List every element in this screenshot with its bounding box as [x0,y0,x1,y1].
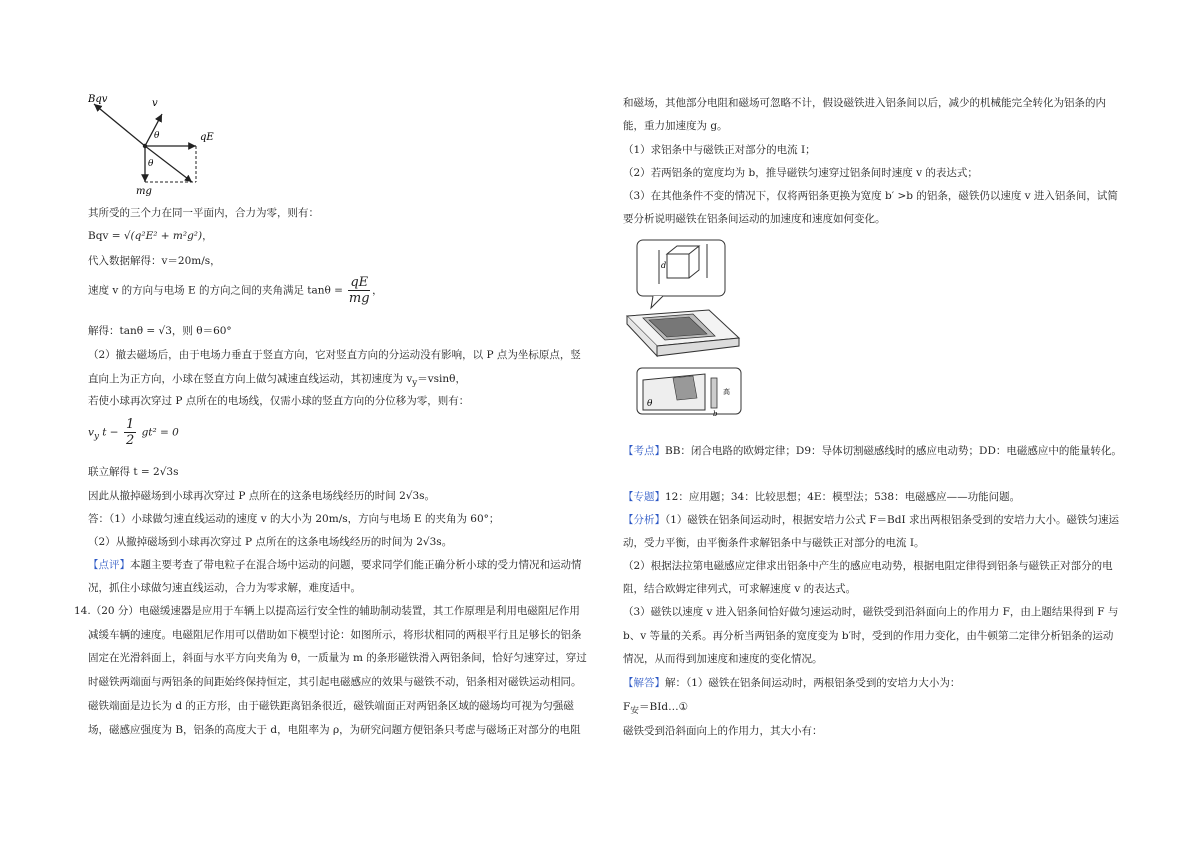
comment-text: 本题主要考查了带电粒子在混合场中运动的问题，要求同学们能正确分析小球的受力情况和运动情 [130,559,582,571]
solution-line [623,678,960,689]
eq-prefix: 速度 v 的方向与电场 E 的方向之间的夹角满足 tanθ = [88,284,343,297]
topic-line [623,492,1020,503]
zhuanti-text: 12：应用题；34：比较思想；4E：模型法；538：电磁感应——功能问题。 [665,491,1021,503]
text-line: 阻，结合欧姆定律列式，可求解速度 v 的表达式。 [623,583,857,595]
question-14-title: 14.（20 分）电磁缓速器是应用于车辆上以提高运行安全性的辅助制动装置，其工作原理是利用电磁阻尼作用 [74,605,580,617]
fraction [124,418,136,447]
text-line: 场，磁感应强度为 B，铝条的高度大于 d，电阻率为 ρ，为研究问题方便铝条只考虑与磁场正对部分的电阻 [88,724,581,736]
text-line: 磁铁受到沿斜面向上的作用力，其大小有： [623,725,823,737]
mg-label: mg [136,186,152,197]
text-line: 磁铁端面是边长为 d 的正方形，由于磁铁距离铝条很近，磁铁端面正对两铝条区域的磁场均可视为匀强磁 [88,700,574,712]
kaodian-tag: 【考点】 [623,445,665,457]
fraction-den: 2 [125,433,135,448]
fraction [348,276,370,305]
equation-displacement [88,418,179,447]
eq-part: v [88,426,94,439]
equation-tan [88,276,383,305]
equation-bqv [88,231,213,242]
text-line: 解得：tanθ = √3，则 θ＝60° [88,325,232,337]
text-line: 情况，从而得到加速度和速度的变化情况。 [623,653,823,665]
b-label: b [713,410,718,418]
question-part-2: （2）若两铝条的宽度均为 b，推导磁铁匀速穿过铝条间时速度 v 的表达式； [623,167,978,179]
eq-part: F [623,701,631,713]
eq-part: gt² = 0 [141,426,179,439]
text-line: 联立解得 t = 2√3s [88,466,179,478]
answer-line: 答：（1）小球做匀速直线运动的速度 v 的大小为 20m/s，方向与电场 E 的夹角为 60°； [88,513,500,525]
text-line: 时磁铁两端面与两铝条的间距始终保持恒定，其引起电磁感应的效果与磁铁不动，铝条相对磁铁运动相同。 [88,676,582,688]
bqv-vector [94,104,145,146]
eq-lhs: Bqv [88,230,109,242]
text-line: （3）磁铁以速度 v 进入铝条间恰好做匀速运动时，磁铁受到沿斜面向上的作用力 F，由上题结果得到 F 与 [623,606,1119,618]
comment-tag: 【点评】 [88,559,130,571]
d-label: d [661,261,667,270]
eq-part: t − [102,426,119,439]
eq-part: ＝BId…① [639,701,689,713]
text-line: （2）根据法拉第电磁感应定律求出铝条中产生的感应电动势，根据电阻定律得到铝条与磁铁正对部分的电 [623,560,1113,572]
analysis-line [623,515,1119,526]
magnet-cube [667,246,699,278]
text-line: b、v 等量的关系。再分析当两铝条的宽度变为 b′时，受到的作用力变化，由牛顿第二定律分析铝条的运动 [623,630,1114,642]
theta-bottom-label: θ [148,159,154,169]
subscript: y [93,431,99,442]
magnet-slope-figure [623,238,748,418]
force-diagram [88,90,238,200]
text-line: 代入数据解得：v＝20m/s， [88,255,221,267]
v-label: v [152,98,158,109]
knowledge-point-line [623,446,1122,457]
text-line: 和磁场，其他部分电阻和磁场可忽略不计，假设磁铁进入铝条间以后，减少的机械能完全转化为铝条的内 [623,97,1106,109]
text-line: 其所受的三个力在同一平面内，合力为零，则有： [88,207,319,219]
fraction-num: qE [350,275,369,290]
fenxi-tag: 【分析】 [623,514,665,526]
subscript: 安 [630,706,640,717]
strip-section [711,378,717,408]
comment-line [88,560,582,571]
question-part-1: （1）求铝条中与磁铁正对部分的电流 I； [623,144,816,156]
eq-suffix: ， [372,284,383,297]
fraction-den: mg [348,291,370,306]
text-line: （2）撤去磁场后，由于电场力垂直于竖直方向，它对竖直方向的分运动没有影响，以 P 点为坐标原点，竖 [88,349,581,361]
text-line: 因此从撤掉磁场到小球再次穿过 P 点所在的这条电场线经历的时间 2√3s。 [88,490,436,502]
text-line [88,374,466,388]
answer-line: （2）从撤掉磁场到小球再次穿过 P 点所在的这条电场线经历的时间为 2√3s。 [88,536,453,548]
text-line: 能，重力加速度为 g。 [623,120,728,132]
text-segment: ＝vsinθ， [417,373,466,385]
fenxi-text: （1）磁铁在铝条间运动时，根据安培力公式 F＝BdI 求出两根铝条受到的安培力大小。磁铁匀速运 [665,514,1119,526]
jieda-text: 解：（1）磁铁在铝条间运动时，两根铝条受到的安培力大小为： [665,677,961,689]
fraction-num: 1 [125,417,135,432]
theta-top-label: θ [154,131,160,141]
text-line: 固定在光滑斜面上，斜面与水平方向夹角为 θ，一质量为 m 的条形磁铁滑入两铝条间，恰好匀速穿过，穿过 [88,652,587,664]
kaodian-text: BB：闭合电路的欧姆定律；D9：导体切割磁感线时的感应电动势；DD：电磁感应中的能量转化。 [665,445,1122,457]
eq-rhs: = √(q²E² + m²g²) [111,230,203,242]
text-line: 若使小球再次穿过 P 点所在的电场线，仅需小球的竖直方向的分位移为零，则有： [88,395,470,407]
jieda-tag: 【解答】 [623,677,665,689]
cross-section-hatch [673,376,697,400]
height-label: 高 [723,388,730,396]
text-line: 要分析说明磁铁在铝条间运动的加速度和速度如何变化。 [623,213,886,225]
particle-dot [143,144,147,148]
subscript: y [412,378,418,389]
text-line: 减缓车辆的速度。电磁阻尼作用可以借助如下模型讨论：如图所示，将形状相同的两根平行且足够长的铝条 [88,629,582,641]
text-segment: 直向上为正方向，小球在竖直方向上做匀减速直线运动，其初速度为 v [88,373,413,385]
theta-label: θ [647,399,653,409]
eq-suffix: ， [202,230,213,242]
equation-ampere [623,702,688,716]
v-vector [145,114,162,146]
text-line: 况，抓住小球做匀速直线运动，合力为零求解，难度适中。 [88,582,361,594]
text-line: 动，受力平衡，由平衡条件求解铝条中与磁铁正对部分的电流 I。 [623,537,925,549]
question-part-3: （3）在其他条件不变的情况下，仅将两铝条更换为宽度 b′ >b 的铝条，磁铁仍以速度 v 进入铝条间，试简 [623,190,1118,202]
zoom-pointer [651,296,663,308]
zoom-box-top [637,240,725,296]
qe-label: qE [200,132,214,143]
bqv-label: Bqv [88,94,108,105]
zhuanti-tag: 【专题】 [623,491,665,503]
